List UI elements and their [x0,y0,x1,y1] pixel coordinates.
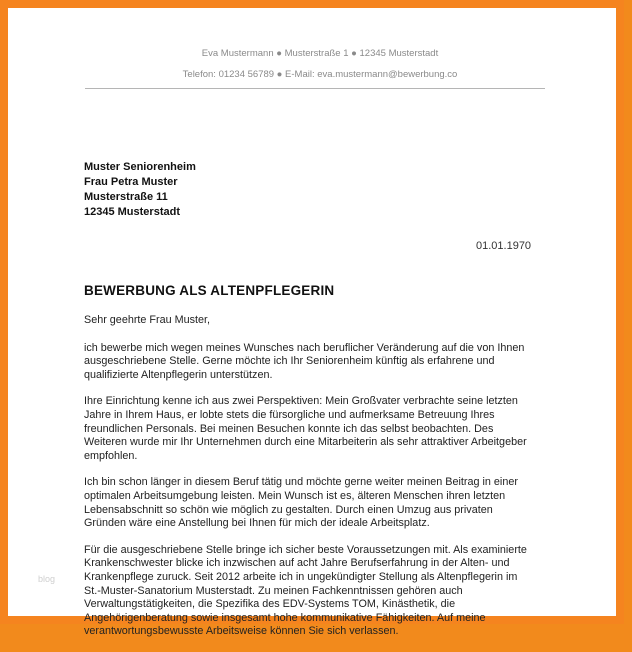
recipient-contact: Frau Petra Muster [84,176,178,188]
paragraph-1: ich bewerbe mich wegen meines Wunsches nach beruflicher Veränderung auf die von Ihnen ausgeschriebene Stelle. Gerne möchte ich Ihr Seniorenheim künftig als erfahrene und qualifizierte Altenpflegerin unterstützen. [84,341,525,381]
watermark-text: blog [38,574,56,584]
letter-body [84,314,554,652]
salutation: Sehr geehrte Frau Muster, [84,314,211,326]
recipient-street: Musterstraße 11 [84,191,168,203]
recipient-name: Muster Seniorenheim [84,161,196,173]
paragraph-3: Ich bin schon länger in diesem Beruf tätig und möchte gerne weiter meinen Beitrag in einer optimalen Arbeitsumgebung leisten. Mein Wunsch ist es, älteren Menschen ihren letzten Lebensabschnitt so schön wie möglich zu gestalten. Durch einen Umzug aus privaten Gründen wäre eine Anstellung bei Ihnen für mich der ideale Arbeitsplatz. [84,476,518,530]
paragraph-2: Ihre Einrichtung kenne ich aus zwei Perspektiven: Mein Großvater verbrachte seine letzten Jahre in Ihrem Haus, er lobte stets die fürsorgliche und aufmerksame Betreuung Ihres freundlichen Personals. Bei meinen Besuchen konnte ich das selbst beobachten. Des Weiteren wurde mir Ihr Unternehmen durch eine Mitarbeiterin als sehr attraktiver Arbeitgeber empfohlen. [84,395,527,462]
header-divider [85,88,545,89]
recipient-city: 12345 Musterstadt [84,206,180,218]
letter-page [8,8,616,638]
letter-date: 01.01.1970 [476,240,532,252]
recipient-address [84,160,196,220]
letter-subject: BEWERBUNG ALS ALTENPFLEGERIN [84,283,335,298]
paragraph-4: Für die ausgeschriebene Stelle bringe ich sicher beste Voraussetzungen mit. Als examinierte Krankenschwester blicke ich inzwischen auf acht Jahre Berufserfahrung in der Alten- und Krankenpflege zuruck. Seit 2012 arbeite ich in ungekündigter Stellung als Altenpflegerin im St.-Muster-Sanatorium Musterstadt. Zu meinen Fachkenntnissen gehören auch Verwaltungstätigkeiten, die Spezifika des EDV-Systems TOM, Kinästhetik, die Angehörigenberatung sowie insgesamt hohe kommunikative Fähigkeiten. Auf meine verantwortungsbewusste Arbeitsweise können Sie sich verlassen. [84,543,527,638]
sender-contact-line: Telefon: 01234 56789 ● E-Mail: eva.mustermann@bewerbung.co [182,69,458,80]
sender-address-line: Eva Mustermann ● Musterstraße 1 ● 12345 Musterstadt [201,48,439,59]
